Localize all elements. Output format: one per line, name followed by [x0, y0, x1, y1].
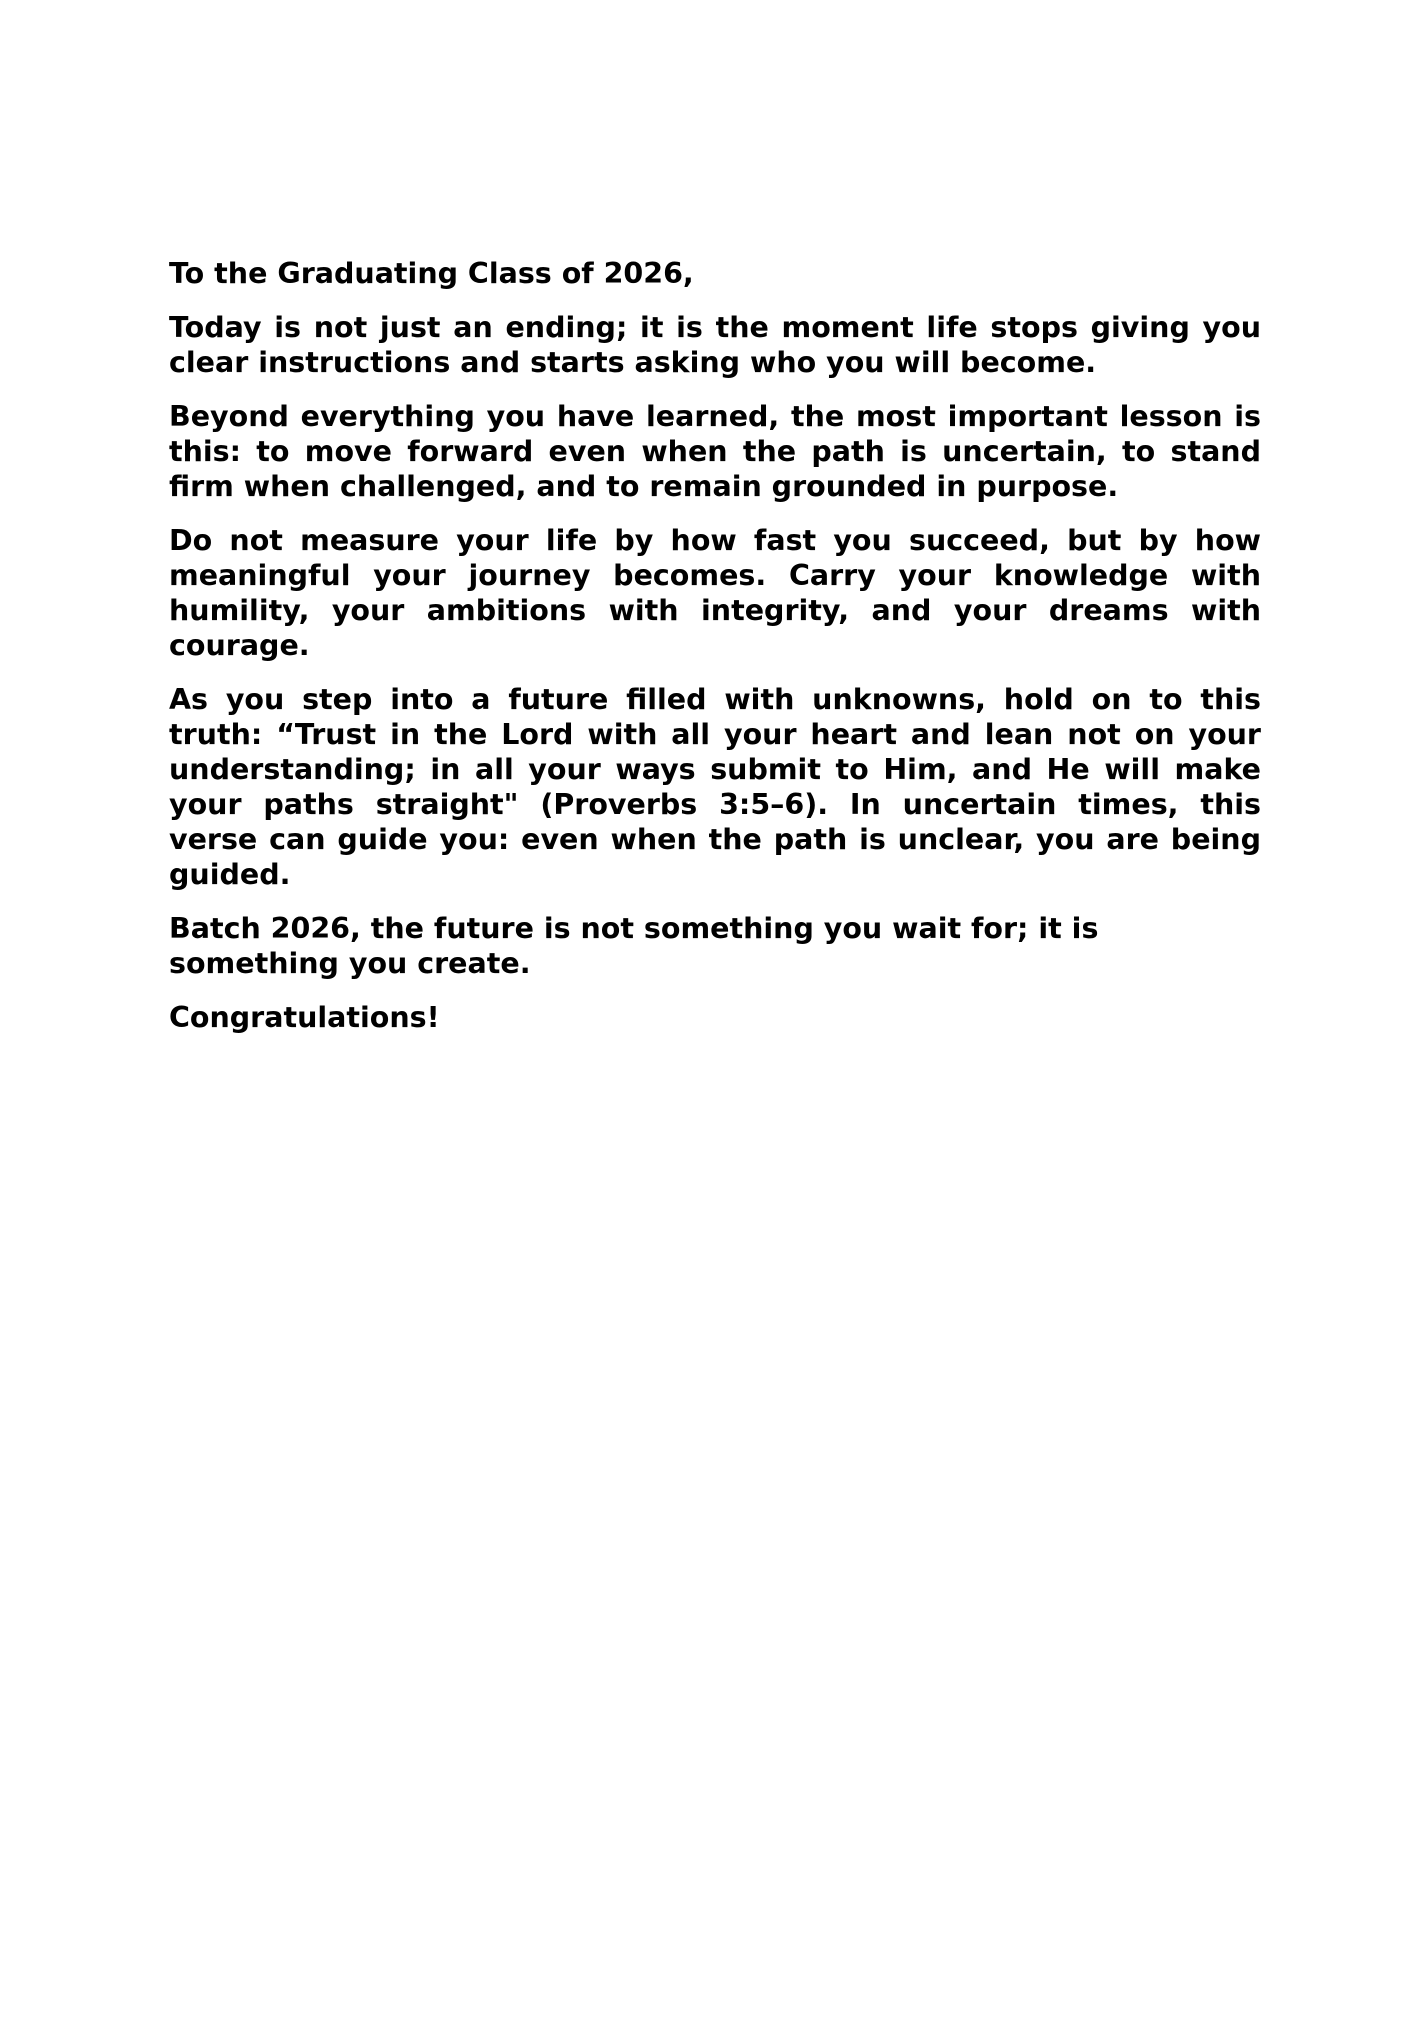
salutation: To the Graduating Class of 2026, — [169, 257, 694, 290]
letter-body — [169, 256, 1261, 1054]
paragraph-lesson: Beyond everything you have learned, the most important lesson is this: to move forward even when the path is uncertain, to stand firm when challenged, and to remain grounded in purpose. — [169, 400, 1261, 503]
paragraph-journey: Do not measure your life by how fast you succeed, but by how meaningful your journey becomes. Carry your knowledge with humility, your ambitions with integrity, and your dreams with courage. — [169, 524, 1261, 662]
closing: Congratulations! — [169, 1001, 440, 1034]
paragraph-ending: Today is not just an ending; it is the moment life stops giving you clear instructions and starts asking who you will become. — [169, 311, 1261, 379]
paragraph-proverbs: As you step into a future filled with unknowns, hold on to this truth: “Trust in the Lord with all your heart and lean not on your understanding; in all your ways submit to Him, and He will make your paths straight" (Proverbs 3:5–6). In uncertain times, this verse can guide you: even when the path is unclear, you are being guided. — [169, 683, 1261, 891]
paragraph-future: Batch 2026, the future is not something you wait for; it is something you create. — [169, 912, 1099, 980]
